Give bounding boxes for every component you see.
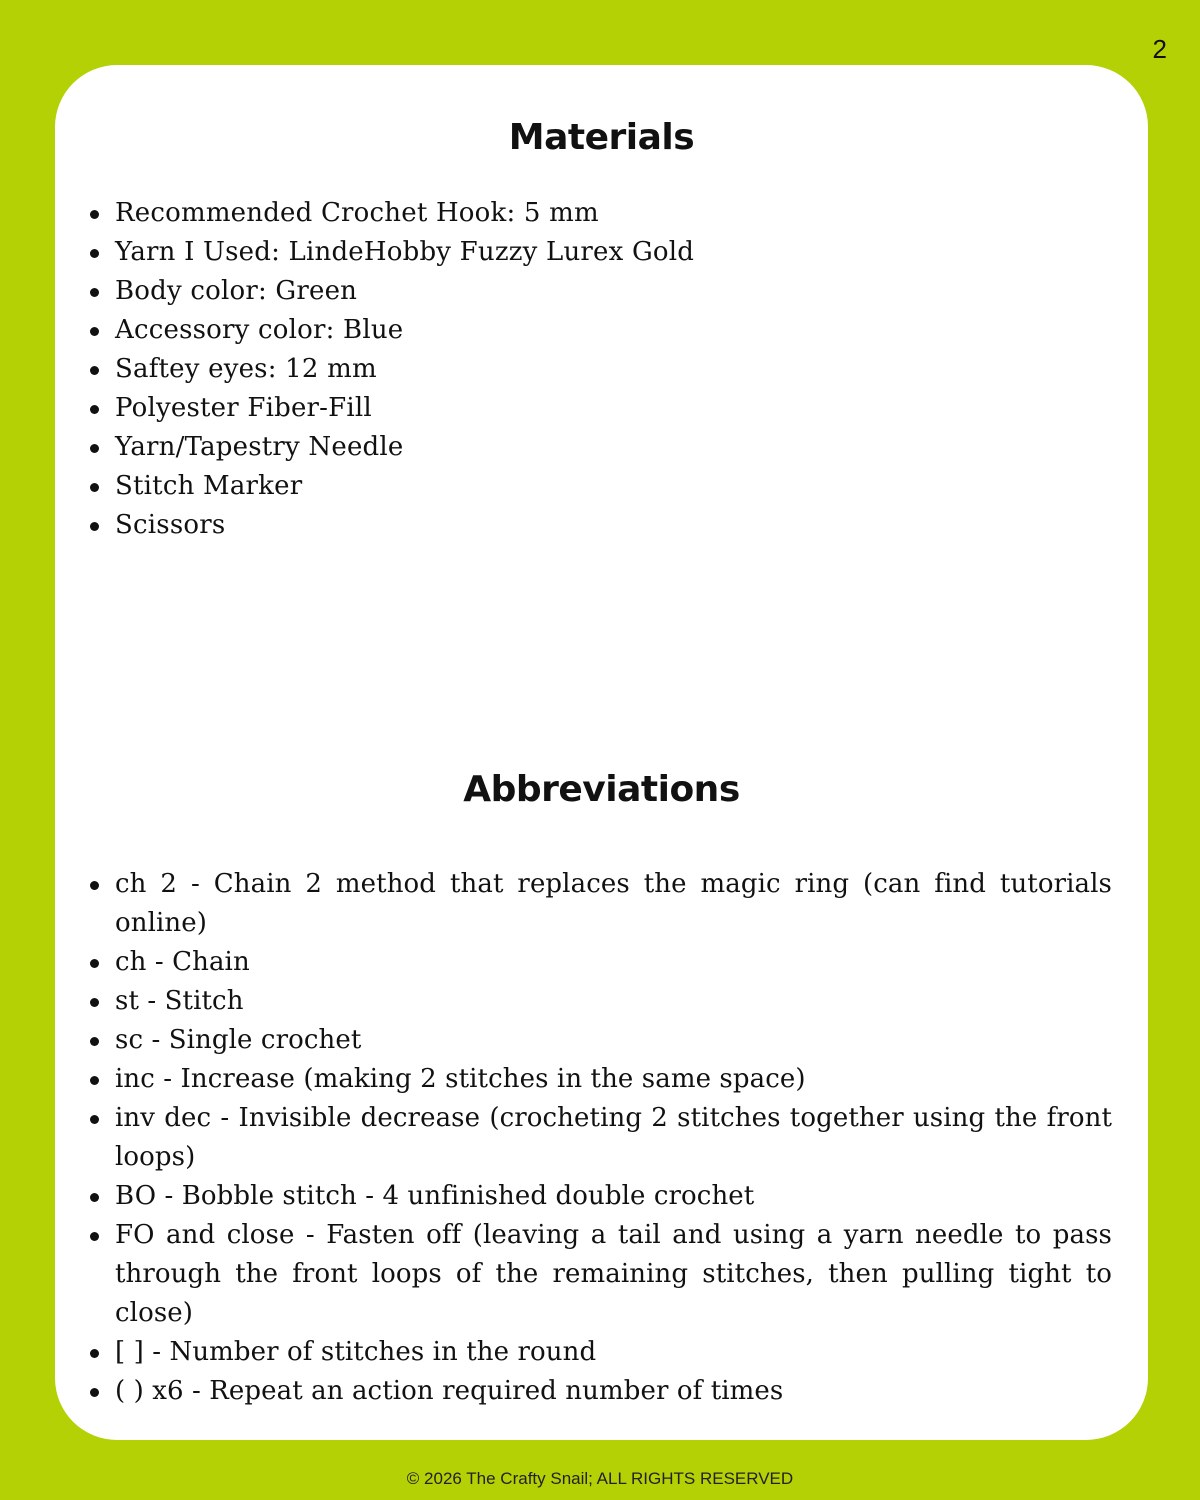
abbreviation-item: inc - Increase (making 2 stitches in the same space) [89,1060,1112,1099]
materials-heading: Materials [508,117,695,158]
materials-item: Yarn I Used: LindeHobby Fuzzy Lurex Gold [89,233,1112,272]
materials-item: Body color: Green [89,272,1112,311]
abbreviation-item: inv dec - Invisible decrease (crocheting 2 stitches together using the front loops) [89,1099,1112,1177]
page-number: 2 [1152,34,1167,64]
abbreviation-item: ch 2 - Chain 2 method that replaces the magic ring (can find tutorials online) [89,865,1112,943]
abbreviations-heading: Abbreviations [463,769,740,810]
materials-item: Scissors [89,506,1112,545]
abbreviation-item: sc - Single crochet [89,1021,1112,1060]
materials-item: Polyester Fiber-Fill [89,389,1112,428]
materials-list [89,194,1112,545]
abbreviation-item: st - Stitch [89,982,1112,1021]
abbreviations-list [89,865,1112,1411]
materials-item: Saftey eyes: 12 mm [89,350,1112,389]
copyright-footer: © 2026 The Crafty Snail; ALL RIGHTS RESERVED [406,1469,794,1488]
abbreviation-item: [ ] - Number of stitches in the round [89,1333,1112,1372]
abbreviation-item: ( ) x6 - Repeat an action required number of times [89,1372,1112,1411]
content-card [55,65,1148,1440]
abbreviation-item: FO and close - Fasten off (leaving a tail and using a yarn needle to pass through the front loops of the remaining stitches, then pulling tight to close) [89,1216,1112,1333]
materials-item: Accessory color: Blue [89,311,1112,350]
abbreviation-item: BO - Bobble stitch - 4 unfinished double crochet [89,1177,1112,1216]
materials-item: Stitch Marker [89,467,1112,506]
materials-item: Yarn/Tapestry Needle [89,428,1112,467]
abbreviation-item: ch - Chain [89,943,1112,982]
materials-item: Recommended Crochet Hook: 5 mm [89,194,1112,233]
